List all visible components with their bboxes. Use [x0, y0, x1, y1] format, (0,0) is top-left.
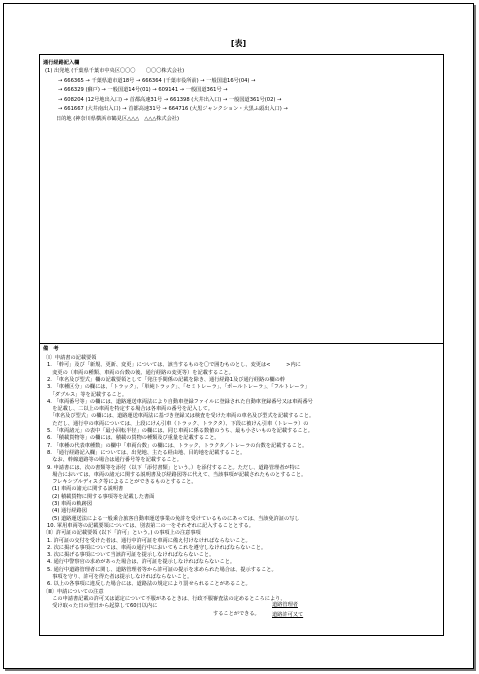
notes-line: 2. 次に掲げる事項については、車両の通行中においてもこれを遵守しなければならないこと。: [47, 544, 267, 551]
notes-line: を記載し、二以上の車両を特定する場合は各車両の番号を記入して。: [47, 406, 213, 413]
route-line: → 661667 (大井南出入口) → 首都高速31号 → 664716 (大黒ジャンクション・大黒ふ頭出入口) →: [58, 106, 288, 112]
notes-line: 3. 次に掲げる事項について当該許可証を提示しなければならないこと。: [47, 552, 215, 559]
document-page: [3, 3, 474, 669]
notes-line: 〔Ⅰ〕申請書の記載要領: [43, 355, 97, 361]
route-line: → 666365 → 千葉県道市道18号 → 666364 (千葉市役所前) → 一般国道16号(04) →: [58, 77, 256, 84]
notes-line: 〔Ⅱ〕許可証の記載要領 (以下「許可」という。) の事項上の注意事項: [43, 530, 201, 537]
notes-line: (5) 道路運送法による一般乗合旅客自動車運送事業の免許を受けているものにあっては、当該免許証の写し: [52, 515, 300, 522]
notes-line: 9. 申請書には、次の書類等を添付（以下「添付書類」という。）を添付すること。ただし、道路管理者が特に: [47, 464, 300, 471]
page-title: [表]: [230, 39, 247, 48]
route-line: → 666329 (蘇戸) → 一般国道14号(01) → 609141 → 一般国道361号 →: [58, 87, 228, 93]
notes-line: することができる。: [47, 610, 260, 617]
notes-box: [39, 344, 444, 636]
notes-heading: 備 考: [43, 346, 59, 352]
notes-line: ただし、通行中の車両については、上段にけん引車（トラック、トラクタ）、下段に被けん引車（トレーラ）の: [47, 420, 309, 427]
notes-line: フレキシブルディスク等によることができるものとすること。: [47, 479, 197, 486]
notes-line: 事項を守り、許可を得た者は提示しなければならないこと。: [47, 574, 193, 580]
notes-line: 3. 「車種区分」の欄には、「トラック」、「単純トラック」、「セミトレーラ」、「ポールトレーラ」、「フルトレーラ」: [47, 384, 310, 391]
notes-line: 1. 「幹可」及び「新規、更新、変更」については、該当するものを〇で囲むものとし、変更は< >内に: [47, 362, 301, 369]
notes-line: 4. 通行中警察官の求めがあった場合は、許可証を提示しなければならないこと。: [47, 559, 236, 566]
notes-line: 8. 「通行経路記入欄」については、出発地、主たる経由地、目的地を記載すること。: [47, 449, 246, 456]
notes-line: (2) 積載貨物に関する事項等を記載した書面: [52, 493, 155, 500]
notes-line: 5. 「車両諸元」の表中「最小回転半径」の欄には、同じ車両に係る数値のうち、最も小さいものを記載すること。: [47, 428, 313, 434]
notes-line: 「ダブルス」等を記載すること。: [47, 391, 128, 398]
notes-line: 6. 以上の各事項に違反した場合には、道路法の規定により罰せられることがあること。: [47, 581, 251, 588]
notes-line: (3) 車両の軌跡図: [52, 501, 93, 507]
stamp-text: 道路管理者: [272, 602, 298, 609]
notes-line: 〔Ⅲ〕申請についての注意: [43, 588, 104, 595]
notes-line: 10. 軍用車両等の記載要領については、別表第二の一をそれぞれに記入することとする。: [47, 522, 254, 529]
notes-line: 1. 許可証の交付を受けた者は、通行中許可証を車両に備え付けなければならないこと。: [47, 537, 251, 544]
notes-line: なお、幹線道路等の場合は通行番号等を記載すること。: [47, 457, 182, 464]
route-line: 日的地 (神奈川県横浜市鶴見区△△△ △△△株式会社): [56, 115, 180, 122]
stamp-text: 道路許可又て: [272, 611, 304, 618]
notes-line: 受け取った日の翌日から起算して60日以内に: [47, 603, 158, 610]
notes-line: 5. 通行中道路管理者に関し、道路管理者等から許可証の提示を求められた場合は、提示すること。: [47, 566, 277, 573]
route-line: → 608204 (12号地出入口) → 首都高速31号 → 661398 (大井出入口) → 一般国道361号(02) →: [58, 96, 282, 103]
notes-line: 4. 「車両番号等」の欄には、道路運送車両法により自動車登録ファイルに登録された自動車登録番号又は車両番号: [47, 398, 313, 405]
notes-line: 6. 「積載貨物等」の欄には、積載の貨物の種類及び重量を記載すること。: [47, 435, 220, 442]
route-entry-box: [39, 54, 444, 344]
notes-line: 場合においては、車両の諸元に関する説明書及び経路図等に代えて、当該事項が記載されたものとすること。: [47, 471, 307, 478]
route-line: (1) 出発地 (千葉県千葉市中央区〇〇〇 〇〇〇株式会社): [45, 68, 185, 74]
route-heading: 通行経路記入欄: [43, 60, 80, 66]
notes-line: (4) 通行経路図: [52, 508, 87, 515]
notes-line: 「車名及び型式」の欄には、道路運送車両法に基づき登録又は検査を受けた車両の車名及び型式を記載すること。: [47, 413, 315, 420]
notes-line: (1) 車両の諸元に関する説明書: [52, 486, 124, 493]
notes-line: 7. 「車種の代表車種数」の欄中「車両台数」の欄には、トラック、トラクタ／トレーラの台数を記載すること。: [47, 442, 308, 449]
notes-line: 変更の（車両の種類、車両の台数の後、通行経路の変更等）を記載すること。: [47, 369, 234, 376]
notes-line: この申請書記載の許可又は認定について不服があるときは、行政不服審査法の定めるところにより、: [47, 595, 286, 602]
notes-line: 2. 「車名及び型式」欄の記載要領として「発注手間係の記載を除き、通行経路1及び通行経路の欄の幹: [47, 376, 285, 383]
